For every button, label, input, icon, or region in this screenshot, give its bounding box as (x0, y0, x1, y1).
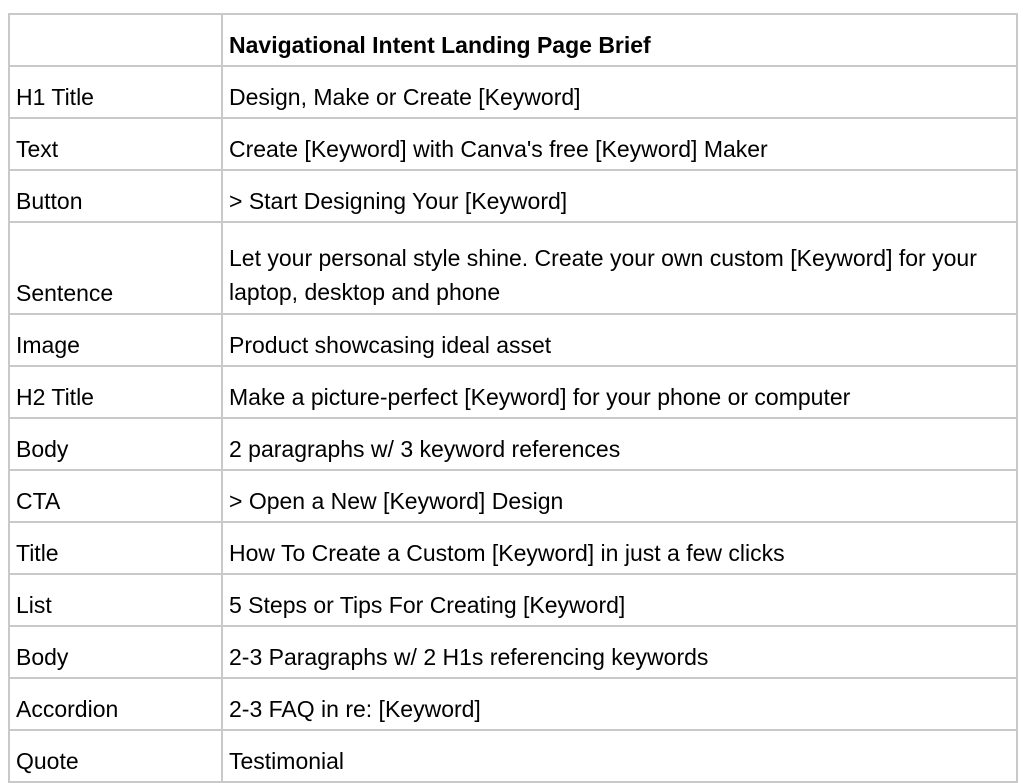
row-value: 5 Steps or Tips For Creating [Keyword] (222, 574, 1017, 626)
row-label: H1 Title (9, 66, 222, 118)
table-row (9, 574, 1017, 626)
row-value: Product showcasing ideal asset (222, 314, 1017, 366)
table-row (9, 470, 1017, 522)
row-label: List (9, 574, 222, 626)
table-row (9, 170, 1017, 222)
row-label: CTA (9, 470, 222, 522)
row-value: > Open a New [Keyword] Design (222, 470, 1017, 522)
row-value: 2-3 Paragraphs w/ 2 H1s referencing keywords (222, 626, 1017, 678)
table-row (9, 66, 1017, 118)
table-row (9, 678, 1017, 730)
header-corner-cell (9, 14, 222, 66)
row-value: How To Create a Custom [Keyword] in just a few clicks (222, 522, 1017, 574)
row-value: Make a picture-perfect [Keyword] for your phone or computer (222, 366, 1017, 418)
row-label: Accordion (9, 678, 222, 730)
row-value: Testimonial (222, 730, 1017, 782)
row-value: > Start Designing Your [Keyword] (222, 170, 1017, 222)
row-label: Quote (9, 730, 222, 782)
table-row (9, 730, 1017, 782)
landing-page-brief-table (8, 13, 1018, 783)
table-header-row (9, 14, 1017, 66)
table-row (9, 366, 1017, 418)
row-label: Sentence (9, 222, 222, 314)
row-value: Design, Make or Create [Keyword] (222, 66, 1017, 118)
row-value: 2 paragraphs w/ 3 keyword references (222, 418, 1017, 470)
row-label: Text (9, 118, 222, 170)
row-label: Image (9, 314, 222, 366)
row-label: Title (9, 522, 222, 574)
table-row (9, 314, 1017, 366)
table-row (9, 418, 1017, 470)
row-value: 2-3 FAQ in re: [Keyword] (222, 678, 1017, 730)
table-row (9, 118, 1017, 170)
table-row (9, 522, 1017, 574)
row-label: Body (9, 626, 222, 678)
row-label: H2 Title (9, 366, 222, 418)
row-label: Body (9, 418, 222, 470)
row-value: Create [Keyword] with Canva's free [Keyword] Maker (222, 118, 1017, 170)
row-value: Let your personal style shine. Create your own custom [Keyword] for your laptop, desktop and phone (222, 222, 1017, 314)
table-row (9, 222, 1017, 314)
row-label: Button (9, 170, 222, 222)
table-title: Navigational Intent Landing Page Brief (222, 14, 1017, 66)
table-row (9, 626, 1017, 678)
